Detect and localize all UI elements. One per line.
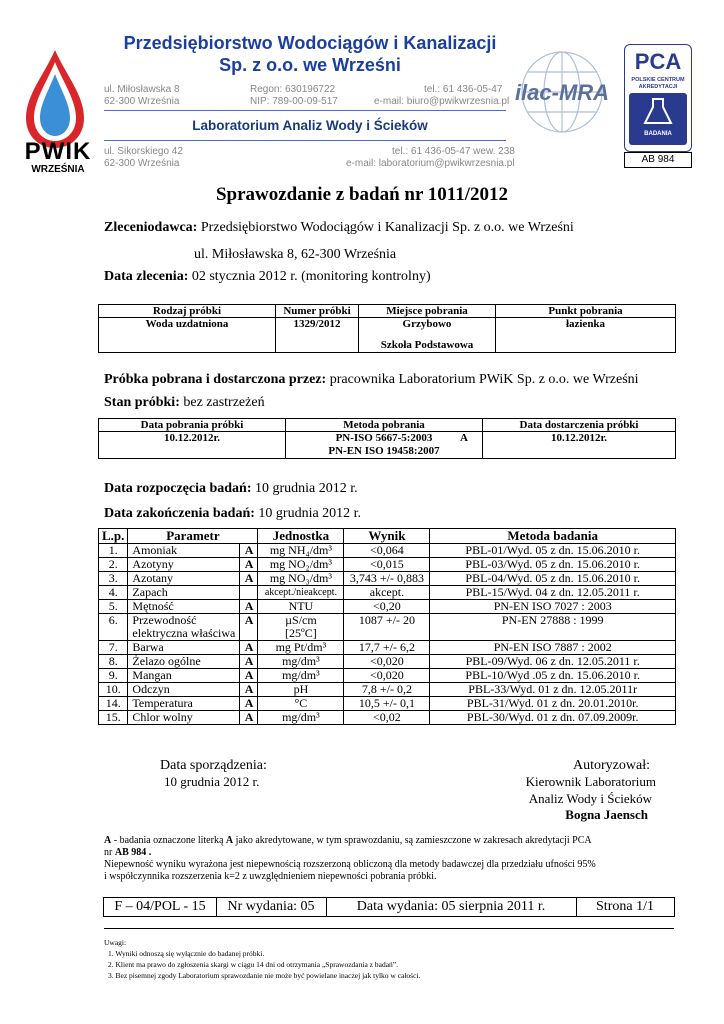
results-row [99,614,676,641]
remark-2: 2. Klient ma prawo do zgłoszenia skargi w ciągu 14 dni od otrzymania „Sprawozdania z badań”. [108,960,398,969]
notes [104,835,684,883]
row-unit-value: mg/dm³ [282,654,320,668]
row-lp: 7. [99,641,128,655]
row-unit-value: mg NH₄/dm³ [269,543,332,557]
row-unit-value: akcept./nieakcept. [264,587,337,598]
sampling-table [98,418,676,459]
row-param-name: Azotyny [132,557,174,571]
auth-line2: Analiz Wody i Ścieków [528,791,652,806]
flask-icon [629,93,687,131]
row-method: PBL-15/Wyd. 04 z dn. 12.05.2011 r. [430,586,676,600]
row-param-name: Barwa [132,640,164,654]
sample-header-type: Rodzaj próbki [99,305,276,318]
row-result: <0,20 [344,600,430,614]
sample-state-value: bez zastrzeżeń [183,395,265,410]
row-param [128,655,240,669]
note-accreditation [104,835,684,847]
row-method: PN-EN ISO 7887 : 2002 [430,641,676,655]
note-accreditation-nr [104,847,684,859]
row-method: PN-EN 27888 : 1999 [430,614,676,641]
note-ab: AB 984 . [114,847,152,858]
results-row [99,544,676,558]
sample-table [98,304,676,353]
row-method: PBL-31/Wyd. 01 z dn. 20.01.2010r. [430,697,676,711]
row-lp: 6. [99,614,128,641]
row-unit [258,697,344,711]
results-table [98,528,676,725]
row-param [128,697,240,711]
row-unit-value: mg/dm³ [282,710,320,724]
form-footer [103,897,675,917]
row-accredited: A [240,572,258,586]
row-result: <0,020 [344,669,430,683]
row-param-name: Przewodność [132,613,197,627]
row-lp: 2. [99,558,128,572]
results-body [99,544,676,725]
results-row [99,558,676,572]
row-unit [258,600,344,614]
row-accredited: A [240,544,258,558]
edition: Nr wydania: 05 [216,898,327,916]
row-param-name: Mangan [132,668,172,682]
report-title: Sprawozdanie z badań nr 1011/2012 [215,184,509,205]
row-param [128,572,240,586]
row-result: 10,5 +/- 0,1 [344,697,430,711]
end-date-label: Data zakończenia badań: [104,506,255,521]
row-method: PBL-09/Wyd. 06 z dn. 12.05.2011 r. [430,655,676,669]
row-param [128,711,240,725]
start-date-label: Data rozpoczęcia badań: [104,481,252,496]
results-row [99,641,676,655]
sample-number: 1329/2012 [276,318,359,353]
client-line [104,219,574,237]
sampling-method-1: PN-ISO 5667-5:2003 [335,432,433,444]
row-param [128,669,240,683]
row-unit [258,711,344,725]
row-lp: 9. [99,669,128,683]
row-accredited: A [240,614,258,641]
row-param-name: Mętność [132,599,174,613]
row-unit-value: mg/dm³ [282,668,320,682]
results-row [99,697,676,711]
row-result: 1087 +/- 20 [344,614,430,641]
row-param [128,641,240,655]
address-city: 62-300 Września [104,96,180,107]
order-date-value: 02 stycznia 2012 r. (monitoring kontrolny) [191,269,431,284]
sample-place-line1: Grzybowo [402,318,452,330]
client-value: Przedsiębiorstwo Wodociągów i Kanalizacji Sp. z o.o. we Wrześni [200,220,574,235]
auth-name: Bogna Jaensch [565,807,648,822]
row-param-name: Chlor wolny [132,710,193,724]
row-lp: 5. [99,600,128,614]
pca-subtitle-1: POLSKIE CENTRUM [631,77,685,83]
row-unit-value: µS/cm [285,613,317,627]
note-a-bold: A [225,835,234,846]
email: e-mail: biuro@pwikwrzesnia.pl [374,96,510,107]
results-row [99,669,676,683]
row-method: PN-EN ISO 7027 : 2003 [430,600,676,614]
row-lp: 10. [99,683,128,697]
lab-address-city: 62-300 Września [104,158,180,169]
row-lp: 4. [99,586,128,600]
results-header-unit: Jednostka [258,529,344,544]
row-unit [258,572,344,586]
row-method: PBL-04/Wyd. 05 z dn. 15.06.2010 r. [430,572,676,586]
sample-header-place: Miejsce pobrania [359,305,496,318]
row-method: PBL-10/Wyd .05 z dn. 15.06.2010 r. [430,669,676,683]
prepared-value: 10 grudnia 2012 r. [164,774,260,789]
row-result: <0,020 [344,655,430,669]
lab-email: e-mail: laboratorium@pwikwrzesnia.pl [346,158,515,169]
lab-address-street: ul. Sikorskiego 42 [104,146,183,157]
prepared-label: Data sporządzenia: [160,758,267,773]
row-unit-value-2: [25ºC] [285,626,317,640]
row-method: PBL-30/Wyd. 01 z dn. 07.09.2009r. [430,711,676,725]
row-param [128,600,240,614]
header-divider [104,110,506,111]
row-param-name: Temperatura [132,696,193,710]
row-method: PBL-03/Wyd. 05 z dn. 15.06.2010 r. [430,558,676,572]
row-lp: 14. [99,697,128,711]
form-code: F – 04/POL - 15 [104,898,217,916]
pca-subtitle-2: AKREDYTACJI [638,84,678,90]
order-date-line [104,268,431,286]
sample-place-line2: Szkoła Podstawowa [380,339,474,351]
row-param-name: Azotany [132,571,174,585]
ab-number: AB 984 [624,152,692,168]
sample-taken-line [104,371,639,389]
lab-phone: tel.: 61 436-05-47 wew. 238 [392,146,515,157]
logo-subtext: WRZEŚNIA [31,164,85,175]
results-row [99,572,676,586]
start-date-value: 10 grudnia 2012 r. [255,481,358,496]
ilac-text: ilac-MRA [514,80,610,105]
sample-taken-label: Próbka pobrana i dostarczona przez: [104,372,327,387]
row-lp: 1. [99,544,128,558]
auth-line1: Kierownik Laboratorium [525,774,656,789]
row-unit [258,655,344,669]
phone: tel.: 61 436-05-47 [424,84,503,95]
row-accredited: A [240,669,258,683]
row-result: akcept. [344,586,430,600]
results-header-lp: L.p. [99,529,128,544]
row-param [128,614,240,641]
remarks [104,937,664,981]
org-name-line1: Przedsiębiorstwo Wodociągów i Kanalizacji [123,33,497,53]
row-param [128,683,240,697]
pca-badge-label: BADANIA [644,131,672,137]
sampling-date: 10.12.2012r. [99,432,286,459]
row-param [128,544,240,558]
end-date-line [104,505,361,523]
row-accredited: A [240,655,258,669]
org-name-line2: Sp. z o.o. we Wrześni [219,55,401,75]
row-unit-value: pH [293,682,309,696]
row-unit-value: NTU [288,599,314,613]
results-header-param: Parametr [128,529,258,544]
row-param [128,586,240,600]
note-a-rest: jako akredytowane, w tym sprawozdaniu, są zamieszczone w zakresach akredytacji PCA [233,835,592,846]
row-result: <0,015 [344,558,430,572]
regon: Regon: 630196722 [250,84,336,95]
row-unit [258,586,344,600]
row-result: 7,8 +/- 0,2 [344,683,430,697]
nip: NIP: 789-00-09-517 [250,96,338,107]
lab-title: Laboratorium Analiz Wody i Ścieków [192,118,428,133]
note-a-prefix: A [104,835,112,846]
sample-point: łazienka [496,318,676,353]
sampling-method-a: A [460,432,468,444]
client-address: ul. Miłosławska 8, 62-300 Września [194,247,397,262]
note-uncertainty-2: i współczynnika rozszerzenia k=2 z uwzględnieniem niepewności pobrania próbki. [104,871,437,882]
results-header-method: Metoda badania [430,529,676,544]
row-param-name: Zapach [132,585,168,599]
order-date-label: Data zlecenia: [104,269,189,284]
row-param-name-2: elektryczna właściwa [132,626,236,640]
sampling-header-delivery: Data dostarczenia próbki [483,419,676,432]
results-row [99,586,676,600]
sample-state-line [104,394,265,412]
row-accredited: A [240,600,258,614]
remark-3: 3. Bez pisemnej zgody Laboratorium sprawozdanie nie może być powielane inaczej jak tylko w całości. [108,971,421,980]
logo-text: PWIK [24,138,92,165]
row-accredited: A [240,641,258,655]
note-a-mid: - badania oznaczone literką [111,835,226,846]
row-lp: 15. [99,711,128,725]
address-street: ul. Miłosławska 8 [104,84,180,95]
row-unit-value: mg NO₃/dm³ [269,571,332,585]
row-accredited: A [240,711,258,725]
start-date-line [104,480,358,498]
sampling-delivery: 10.12.2012r. [483,432,676,459]
row-result: 3,743 +/- 0,883 [344,572,430,586]
page-number: Strona 1/1 [596,899,654,914]
row-accredited: A [240,697,258,711]
remark-1: 1. Wyniki odnoszą się wyłącznie do badanej próbki. [108,949,265,958]
row-param-name: Amoniak [132,543,178,557]
results-row [99,711,676,725]
note-uncertainty-1: Niepewność wyniku wyrażona jest niepewnością rozszerzoną obliczoną dla metody badawczej dla przedziału ufności 95% [104,859,596,870]
header-divider-2 [104,140,506,141]
row-unit-value: mg NO₂/dm³ [269,557,332,571]
pca-title: PCA [634,49,682,74]
row-result: 17,7 +/- 6,2 [344,641,430,655]
note-nr: nr [104,847,115,858]
sample-header-point: Punkt pobrania [496,305,676,318]
row-accredited: A [240,558,258,572]
client-label: Zleceniodawca: [104,220,198,235]
row-method: PBL-01/Wyd. 05 z dn. 15.06.2010 r. [430,544,676,558]
row-accredited [240,586,258,600]
row-unit [258,614,344,641]
pwik-logo [14,40,96,180]
sample-type: Woda uzdatniona [99,318,276,353]
row-unit [258,683,344,697]
row-unit-value: mg Pt/dm³ [275,640,327,654]
sampling-header-method: Metoda pobrania [286,419,483,432]
row-lp: 8. [99,655,128,669]
ilac-mra-logo [512,40,612,150]
row-lp: 3. [99,572,128,586]
row-unit [258,544,344,558]
results-row [99,683,676,697]
row-param-name: Odczyn [132,682,170,696]
results-row [99,600,676,614]
edition-date: Data wydania: 05 sierpnia 2011 r. [326,898,577,916]
row-param-name: Żelazo ogólne [132,654,201,668]
row-unit [258,669,344,683]
sample-place [359,318,496,353]
row-unit [258,558,344,572]
end-date-value: 10 grudnia 2012 r. [258,506,362,521]
sample-taken-value: pracownika Laboratorium PWiK Sp. z o.o. we Wrześni [329,372,639,387]
pca-badge [629,93,687,145]
row-unit-value: °C [294,696,308,710]
results-row [99,655,676,669]
sampling-header-date: Data pobrania próbki [99,419,286,432]
sampling-method [286,432,483,459]
sample-state-label: Stan próbki: [104,395,180,410]
sample-header-number: Numer próbki [276,305,359,318]
row-unit [258,641,344,655]
row-accredited: A [240,683,258,697]
footer-divider [104,928,674,929]
results-header-result: Wynik [344,529,430,544]
sampling-method-2: PN-EN ISO 19458:2007 [328,445,440,457]
pca-logo [624,44,692,152]
remarks-title: Uwagi: [104,938,127,947]
row-result: <0,064 [344,544,430,558]
row-method: PBL-33/Wyd. 01 z dn. 12.05.2011r [430,683,676,697]
row-result: <0,02 [344,711,430,725]
row-param [128,558,240,572]
authorized-label: Autoryzował: [573,758,650,773]
